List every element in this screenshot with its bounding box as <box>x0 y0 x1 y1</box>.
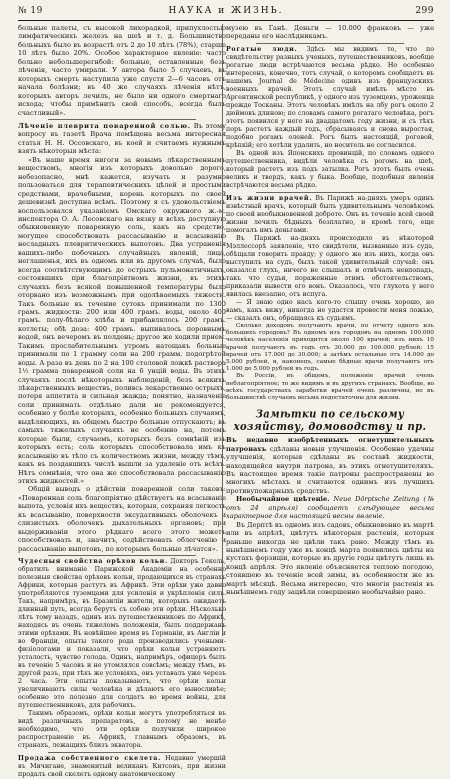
article-paragraph <box>226 46 434 150</box>
article-text: Недавно умершій въ Мичигане, знаменитый великанъ Китсонъ, при жизни продалъ свой скелетъ одному анатомическому <box>18 755 226 779</box>
article-title: Чудесныя свойства орѣхов кольи. <box>18 558 168 566</box>
left-column <box>18 24 226 779</box>
article-title: Въ недавно изобрѣтенныхъ огнетушительныхъ патронахъ <box>226 436 434 453</box>
article-title: Необычайное цвѣтеніе. <box>236 495 330 504</box>
article-paragraph: Сколько доходовъ получаютъ врачи, по отчету одного изъ большихъ городовъ? Въ одномъ изъ городовъ на одномъ 100.000 человѣкъ населенія приходится около 100 врачей; изъ нихъ 10 врачей получаютъ въ годъ отъ 30.000 до 100.000 рублей; 15 врачей отъ 17.000 до 30.000; а затѣмъ остальные отъ 14.000 до 5.000 рублей, и, наконецъ, самые бѣдные врачи получаютъ отъ 1.000 до 5.000 рублей въ годъ. <box>226 322 434 373</box>
article-paragraph: Въ Россіи, въ общемъ, положеніе врачей очень неблагопріятное; то же видимъ и въ другихъ странахъ. Вообще, во всѣхъ государствахъ заработки врачей очень различны, но въ большинствѣ случаевъ весьма недостаточны для жизни. <box>226 373 434 401</box>
article-paragraph <box>226 495 434 520</box>
article-paragraph: музею въ Ганѣ. Деньги — 10.000 франковъ — уже переданы его наслѣдникамъ. <box>226 24 434 41</box>
column-separator <box>222 24 223 636</box>
article-paragraph: «Въ наше время нигоги за новымъ лѣкарственнымъ веществомъ, многія изъ которыхъ довольно дорого, небезопасно, мнѣ кажется, изучать и разумно пользоваться для терапевтическихъ цѣлей и простыми средствами, врачебными, корень которыхъ по своей дешевизнѣ доступна всѣмъ. Поэтому я съ удовольствіемъ воспользовался указаніемъ Омскаго окружного ж.-м. инспектора О. А. Лесовскаго на вязку и всѣхъ доступную обыкновенную поваренную соль, какъ на средство, могущее способствовать рассасыванію и всасыванію несладныхъ плевритическихъ выпотовъ. Два устраненія вашихъ-либо побочныхъ случайныхъ явленій, лица, неглашенья, ихъ въ одномъ или въ другомъ случаѣ, было всегда соотвѣтствующимъ до острыхъ пульмонатичныхъ, состоявшихъ при благопріятномъ жизни, въ этихъ случаяхъ безъ всякой повышенной температуры было оторвано изъ возможнымъ при одолѣваемыхъ тяжести. Такъ больные въ течение сутокъ принимали по 1300 грамъ. жидкостн: 200 или 400 грамъ. воды, около 400 грамъ. полу-бѣлаго хлѣба и прибавлялось 200 грамъ. котлеты; обѣ доза: 400 грамъ. выпивалось поровнымъ водой, онъ вечеромъ въ полдень; другое же ходили прием. Такимъ прослабительнымъ утромъ натощакъ больные принимали по 1 грамму соли на 200 грамм. подогрѣтой воды. А раза въ день по 2 на 100 столовой ложкѣ раствора 1½ грамма поваренной соли на 6 унцій воды. Въ этихъ случаяхъ послѣ нѣкоторыхъ наблюденій, безъ всякихъ лѣкарственныхъ веществъ, поливсь лекарственно острыхъ, потеря аппетита и сильная жажда; понятно, назначеніе соли принимать отдѣльно дали не рекомендуется, особенно у болѣе которыхъ, особенно больныхъ случаямъ, выдѣляющихъ, въ общемъ быстро больные отпускаютъ; въ самыхъ тяжелыхъ случаяхъ не особенно на, потомъ которые были, случаемъ, которыхъ безъ сомнѣній изъ которыхъ есть; соль которыхъ способствовала имъ къ всасыванію въ тѣло съ количествомъ жизни, между тѣмъ, какъ въ поздавшихъ числѣ вышли за удаленіе отъ всѣхъ. Нѣтъ сомнѣнія, что она же способствовала рассасыванію этихъ жидкостей.» <box>18 155 226 486</box>
article-paragraph <box>18 755 226 779</box>
header-rule <box>18 20 434 21</box>
journal-title: НАУКА и ЖИЗНЬ. <box>168 6 284 16</box>
article-paragraph <box>18 558 226 710</box>
article-paragraph: больные палеты, съ высокой лихорадкой, припухлостью лимфатическихъ железъ на шеѣ и т. д. Большинство больныхъ было въ возрастѣ отъ 2 до 10 лѣтъ (78%), старше 10 лѣтъ было 20%. Особое характерное явленіе: часто больно небольшерегнбой: больные, оставленные безъ лѣченія, часто умирали. У автора было 5 случаевъ, въ которыхъ смерть наступила уже спустя 2—6 часовъ отъ начала болѣзни; въ 40 же случаяхъ лѣченія нѣтъ, которыхъ авторъ лечилъ, не было ни одного смертнаго исхода; чтобы примѣнить свой способъ, всегда былъ счастливый». <box>18 24 226 117</box>
article-text: сдѣланы новыя улучшенія. Особенно удачны улучшенія, которыя сдѣланы въ составѣ жидкости, находящейся внутри патрона, въ этихъ огнетушителяхъ. Въ настоящее время такіе патроны распространены во многихъ мѣстахъ и считаются однимъ изъ лучшихъ противупожарныхъ средствъ. <box>226 444 434 495</box>
divider <box>256 43 404 44</box>
article-paragraph: Общій выводъ о дѣйствіи поваренной соли таковъ: «Поваренная соль благопріятно дѣйствуетъ на всасываніе выпота, условія ихъ веществъ, которыя, сохраняя легкость къ всасыванію, поверхности эксудативныхъ оболочекъ и слизистыхъ оболочекъ дыхательныхъ органовъ; при выдерживаніи этого рѣдкаго всего этого можетъ способствовать и, значитъ, содѣйствовать облегченію и рассасыванію выпотовъ, по которымъ больные лѣчатся». <box>18 485 226 553</box>
article-title: Изъ жизни врачей. <box>226 194 313 202</box>
issue-number: № 19 <box>18 6 43 16</box>
article-paragraph <box>226 195 434 235</box>
article-text: Neue Dörptsche Zeitung (№ отъ 24 апрѣля) сообщаетъ слѣдующее весьма характерное для настоящей весны явленіе. <box>226 495 434 521</box>
article-paragraph: — Я знаю одно насъ кого-то слышу очень хорошо, но вамъ, какъ вижу, никогда не удастся провести меня ложью, — сказалъ онъ, обращаясь къ судьямъ. <box>226 298 434 322</box>
article-text: Въ этому вопросу въ газетѣ Врача помѣщена весьма интересная статья Н. Н. Оссовскаго, въ коей и считаемъ нужнымъ взять нѣкоторыя мѣста: <box>18 121 226 156</box>
article-text: Здѣсь мы видимъ то, что по свидѣтельству разныхъ ученыхъ, путешественниковъ, вообще рогатые люди встрѣчаются весьма рѣдко. Но особенно интересенъ, конечно, тотъ случай, о которомъ сообщаетъ въ нашемъ Journal de Médecine одинъ изъ французскихъ военныхъ врачей. Этотъ случай имѣлъ мѣсто въ Аргентинской республикѣ, у одного изъ туземцевъ, уроженца прежде Тосканы. Этотъ человѣкъ имѣлъ на лбу рогъ около 2 дюймовъ длиною; по словамъ самого рогатаго человѣка, рогъ этотъ появился у него на двадцатомъ году жизни, и съ тѣхъ поръ растетъ каждый годъ, сбрасываясь и снова выростая, подобно рогамъ оленей. Рогъ былъ настоящій, роговой, крѣпкій; его хотѣли удалить, но носитель не согласился. <box>226 45 434 149</box>
article-paragraph: Въ Дерптѣ въ одномъ изъ садовъ, обыкновенно въ мартѣ или въ апрѣлѣ, цвѣтутъ нѣкоторыя растенія, которыя раньше никогда не цвѣли такъ рано. Между тѣмъ въ нынѣшнемъ году уже въ концѣ марта появились цвѣты на кустахъ форзиціи, которые въ другіе годы цвѣтутъ лишь въ концѣ апрѣля. Это явленіе объясняется теплою погодою, стоявшею въ теченіе всей зимы, въ особенности же въ мартѣ мѣсяцѣ. Весьма интересно, что многія растенія въ нынѣшнемъ году зацвѣли совершенно необычайно рано. <box>226 520 434 597</box>
section-heading: Замѣтки по сельскому хозяйству, домоводству и пр. <box>233 408 427 434</box>
divider <box>256 192 404 193</box>
divider <box>48 119 196 120</box>
article-paragraph: Такимъ образомъ, орѣхи кольи могутъ употребляться въ видѣ различныхъ препаратовъ, а потому не менѣе необходимо, что эти орѣхи получили широкое распространеніе въ Африкѣ, главнымъ образомъ, въ странахъ, лежащихъ близъ экватора. <box>18 710 226 750</box>
article-text: Въ Парижѣ на-дняхъ умеръ одинъ извѣстный врачъ, который былъ удивительнымъ человѣкомъ по своей необыкновенной доброте. Онъ въ теченіе всей своей жизни лечилъ бѣдныхъ безплатно, и кромѣ того, еще помогалъ имъ деньгами. <box>226 194 434 234</box>
article-text: Докторъ Гекель, обратилъ вниманіе Парижской Академіи на особенно полезныя свойства орѣховъ кольи, продающихся въ странахъ Африки, которыя растутъ въ Африкѣ. Эти орѣхи уже давно употребляются туземцами для усиленія и укрѣпленія силъ. Такъ, напримѣръ, въ Бразиліи жители, которыхъ ожидаетъ длинный путь, всегда берутъ съ собою эти орѣхи. Нѣсколько лѣтъ тому назадъ, одинъ изъ путешественниковъ по Африкѣ, находясь въ очень тяжеломъ положеніи, былъ поддержанъ этими орѣхами. Въ новѣйшее время въ Германіи, въ Англіи и во Франціи, опыты такого рода производились учеными-физіологами и показали, что орѣхи кольи устраняютъ усталость, чувство голода. Одинъ, напримѣръ, офицеръ былъ въ теченіе 5 часовъ и не утомлялся совсѣмъ; между тѣмъ, въ другой разъ, при тѣхъ же условіяхъ, онъ уставалъ уже черезъ 2 часа. Эти опыты показываютъ, что орѣхи кольи увеличиваютъ силы человѣка и дѣлаютъ его выносливѣе; особенно это полезно для солдатъ во время войны, для путешественниковъ, для рабочихъ. <box>18 558 226 710</box>
right-column <box>226 24 434 597</box>
article-paragraph: Въ Парижѣ на-дняхъ происходило въ нѣкоторой Мэллессорѣ заявленіе, что свидѣтели, вызванные изъ суда, обѣщали говорить правду; у одного же изъ нихъ, когда онъ выступилъ на судъ, былъ такой удивительный случай: онъ оказался глухъ, ничего не слышалъ и отвѣчалъ невпопадъ, такъ что судьи, пораженные этимъ обстоятельствомъ, приказали вывести его вонъ. Оказалось, что глухота у него явилась внезапно, отъ испуга. <box>226 234 434 298</box>
page-number: 299 <box>415 6 434 16</box>
article-title: Продажа собственного скелета. <box>18 755 161 763</box>
article-title: Лѣченіе плеврита поваренной солью. <box>18 121 191 130</box>
article-paragraph <box>18 122 226 156</box>
article-title: Рогатые люди. <box>226 45 298 53</box>
divider <box>48 752 196 753</box>
divider <box>48 555 196 556</box>
article-paragraph <box>226 436 434 495</box>
article-paragraph: Въ одной изъ Японскихъ провинцій, по словамъ одного путешественника, видѣли человѣка съ рогомъ на шеѣ, который растетъ изъ подъ затылка. Рогъ этотъ былъ очень великъ и твердъ, какъ у быка. Вообще, подобныя явленія встрѣчаются весьма рѣдко. <box>226 149 434 189</box>
